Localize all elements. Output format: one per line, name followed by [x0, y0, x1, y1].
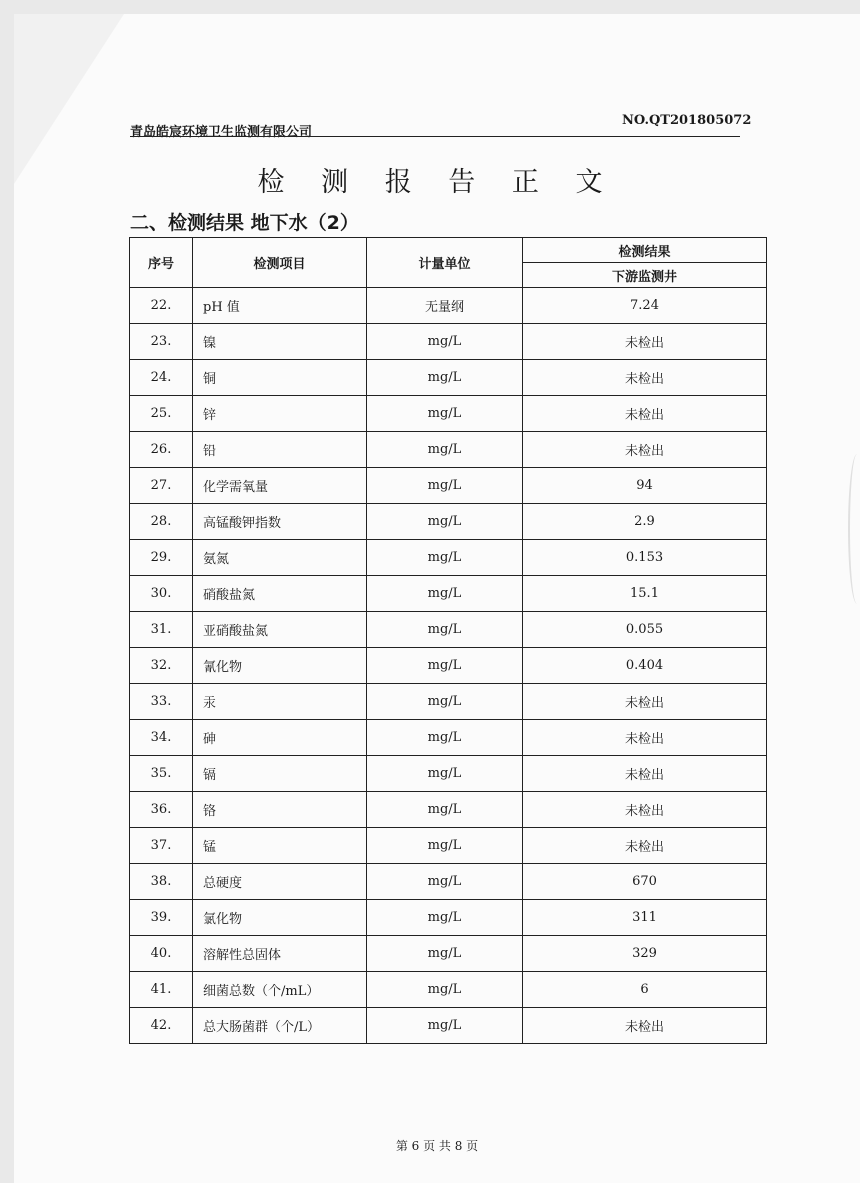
row-unit: mg/L	[367, 360, 523, 396]
row-number: 33.	[130, 684, 193, 720]
col-header-unit: 计量单位	[367, 238, 523, 288]
row-value: 0.055	[523, 612, 767, 648]
row-value: 0.404	[523, 648, 767, 684]
row-item: 铜	[193, 360, 367, 396]
table-row	[130, 720, 767, 756]
col-header-site: 下游监测井	[523, 263, 767, 288]
row-number: 38.	[130, 864, 193, 900]
table-row	[130, 540, 767, 576]
row-unit: mg/L	[367, 720, 523, 756]
table-row	[130, 288, 767, 324]
document-title: 检 测 报 告 正 文	[257, 167, 617, 198]
row-unit: mg/L	[367, 828, 523, 864]
row-unit: mg/L	[367, 900, 523, 936]
row-item: 化学需氧量	[193, 468, 367, 504]
table-row	[130, 360, 767, 396]
company-name: 青岛皓宸环境卫生监测有限公司	[130, 125, 313, 140]
col-header-result: 检测结果	[523, 238, 767, 263]
row-number: 32.	[130, 648, 193, 684]
row-item: 镉	[193, 756, 367, 792]
row-unit: mg/L	[367, 432, 523, 468]
row-item: 氰化物	[193, 648, 367, 684]
row-unit: mg/L	[367, 612, 523, 648]
row-value: 0.153	[523, 540, 767, 576]
row-item: 铅	[193, 432, 367, 468]
table-row	[130, 612, 767, 648]
row-unit: mg/L	[367, 864, 523, 900]
row-value: 329	[523, 936, 767, 972]
table-row	[130, 756, 767, 792]
row-number: 25.	[130, 396, 193, 432]
row-value: 未检出	[523, 828, 767, 864]
row-number: 37.	[130, 828, 193, 864]
row-value: 94	[523, 468, 767, 504]
row-unit: mg/L	[367, 504, 523, 540]
table-row	[130, 432, 767, 468]
row-number: 22.	[130, 288, 193, 324]
header-divider	[130, 136, 740, 137]
folded-corner	[14, 14, 124, 184]
row-unit: mg/L	[367, 756, 523, 792]
row-item: 汞	[193, 684, 367, 720]
table-row	[130, 648, 767, 684]
row-unit: mg/L	[367, 936, 523, 972]
row-number: 35.	[130, 756, 193, 792]
row-number: 27.	[130, 468, 193, 504]
table-row	[130, 576, 767, 612]
seal-edge	[848, 454, 860, 604]
row-number: 28.	[130, 504, 193, 540]
row-number: 40.	[130, 936, 193, 972]
table-row	[130, 864, 767, 900]
row-item: 氨氮	[193, 540, 367, 576]
section-title: 二、检测结果 地下水（2）	[130, 212, 359, 234]
table-row	[130, 972, 767, 1008]
row-item: 硝酸盐氮	[193, 576, 367, 612]
row-item: 高锰酸钾指数	[193, 504, 367, 540]
row-unit: 无量纲	[367, 288, 523, 324]
row-value: 未检出	[523, 792, 767, 828]
row-item: 锌	[193, 396, 367, 432]
table-row	[130, 1008, 767, 1044]
row-number: 34.	[130, 720, 193, 756]
row-unit: mg/L	[367, 1008, 523, 1044]
row-unit: mg/L	[367, 972, 523, 1008]
row-unit: mg/L	[367, 468, 523, 504]
row-value: 311	[523, 900, 767, 936]
row-item: 锰	[193, 828, 367, 864]
row-value: 未检出	[523, 1008, 767, 1044]
row-value: 未检出	[523, 432, 767, 468]
report-number: NO.QT201805072	[622, 113, 752, 128]
row-item: 细菌总数（个/mL）	[193, 972, 367, 1008]
row-value: 6	[523, 972, 767, 1008]
table-row	[130, 684, 767, 720]
row-item: 铬	[193, 792, 367, 828]
row-item: 溶解性总固体	[193, 936, 367, 972]
row-number: 31.	[130, 612, 193, 648]
row-number: 26.	[130, 432, 193, 468]
row-value: 未检出	[523, 720, 767, 756]
row-item: 亚硝酸盐氮	[193, 612, 367, 648]
table-row	[130, 936, 767, 972]
row-number: 42.	[130, 1008, 193, 1044]
row-item: 镍	[193, 324, 367, 360]
row-number: 29.	[130, 540, 193, 576]
row-item: 总硬度	[193, 864, 367, 900]
row-unit: mg/L	[367, 684, 523, 720]
table-row	[130, 504, 767, 540]
row-value: 未检出	[523, 396, 767, 432]
row-value: 未检出	[523, 684, 767, 720]
row-number: 30.	[130, 576, 193, 612]
row-item: pH 值	[193, 288, 367, 324]
table-row	[130, 468, 767, 504]
row-value: 670	[523, 864, 767, 900]
page-footer: 第 6 页 共 8 页	[395, 1139, 479, 1153]
table-row	[130, 396, 767, 432]
table-row	[130, 792, 767, 828]
row-number: 24.	[130, 360, 193, 396]
row-unit: mg/L	[367, 576, 523, 612]
row-number: 39.	[130, 900, 193, 936]
row-number: 23.	[130, 324, 193, 360]
row-value: 7.24	[523, 288, 767, 324]
row-value: 15.1	[523, 576, 767, 612]
row-number: 41.	[130, 972, 193, 1008]
row-value: 未检出	[523, 360, 767, 396]
row-item: 总大肠菌群（个/L）	[193, 1008, 367, 1044]
row-unit: mg/L	[367, 324, 523, 360]
row-unit: mg/L	[367, 648, 523, 684]
report-page	[14, 14, 860, 1183]
table-row	[130, 900, 767, 936]
row-value: 未检出	[523, 324, 767, 360]
col-header-item: 检测项目	[193, 238, 367, 288]
row-value: 未检出	[523, 756, 767, 792]
row-number: 36.	[130, 792, 193, 828]
row-unit: mg/L	[367, 396, 523, 432]
row-value: 2.9	[523, 504, 767, 540]
table-row	[130, 324, 767, 360]
row-unit: mg/L	[367, 792, 523, 828]
table-row	[130, 828, 767, 864]
row-item: 氯化物	[193, 900, 367, 936]
results-table	[129, 237, 767, 1044]
row-item: 砷	[193, 720, 367, 756]
col-header-no: 序号	[130, 238, 193, 288]
row-unit: mg/L	[367, 540, 523, 576]
